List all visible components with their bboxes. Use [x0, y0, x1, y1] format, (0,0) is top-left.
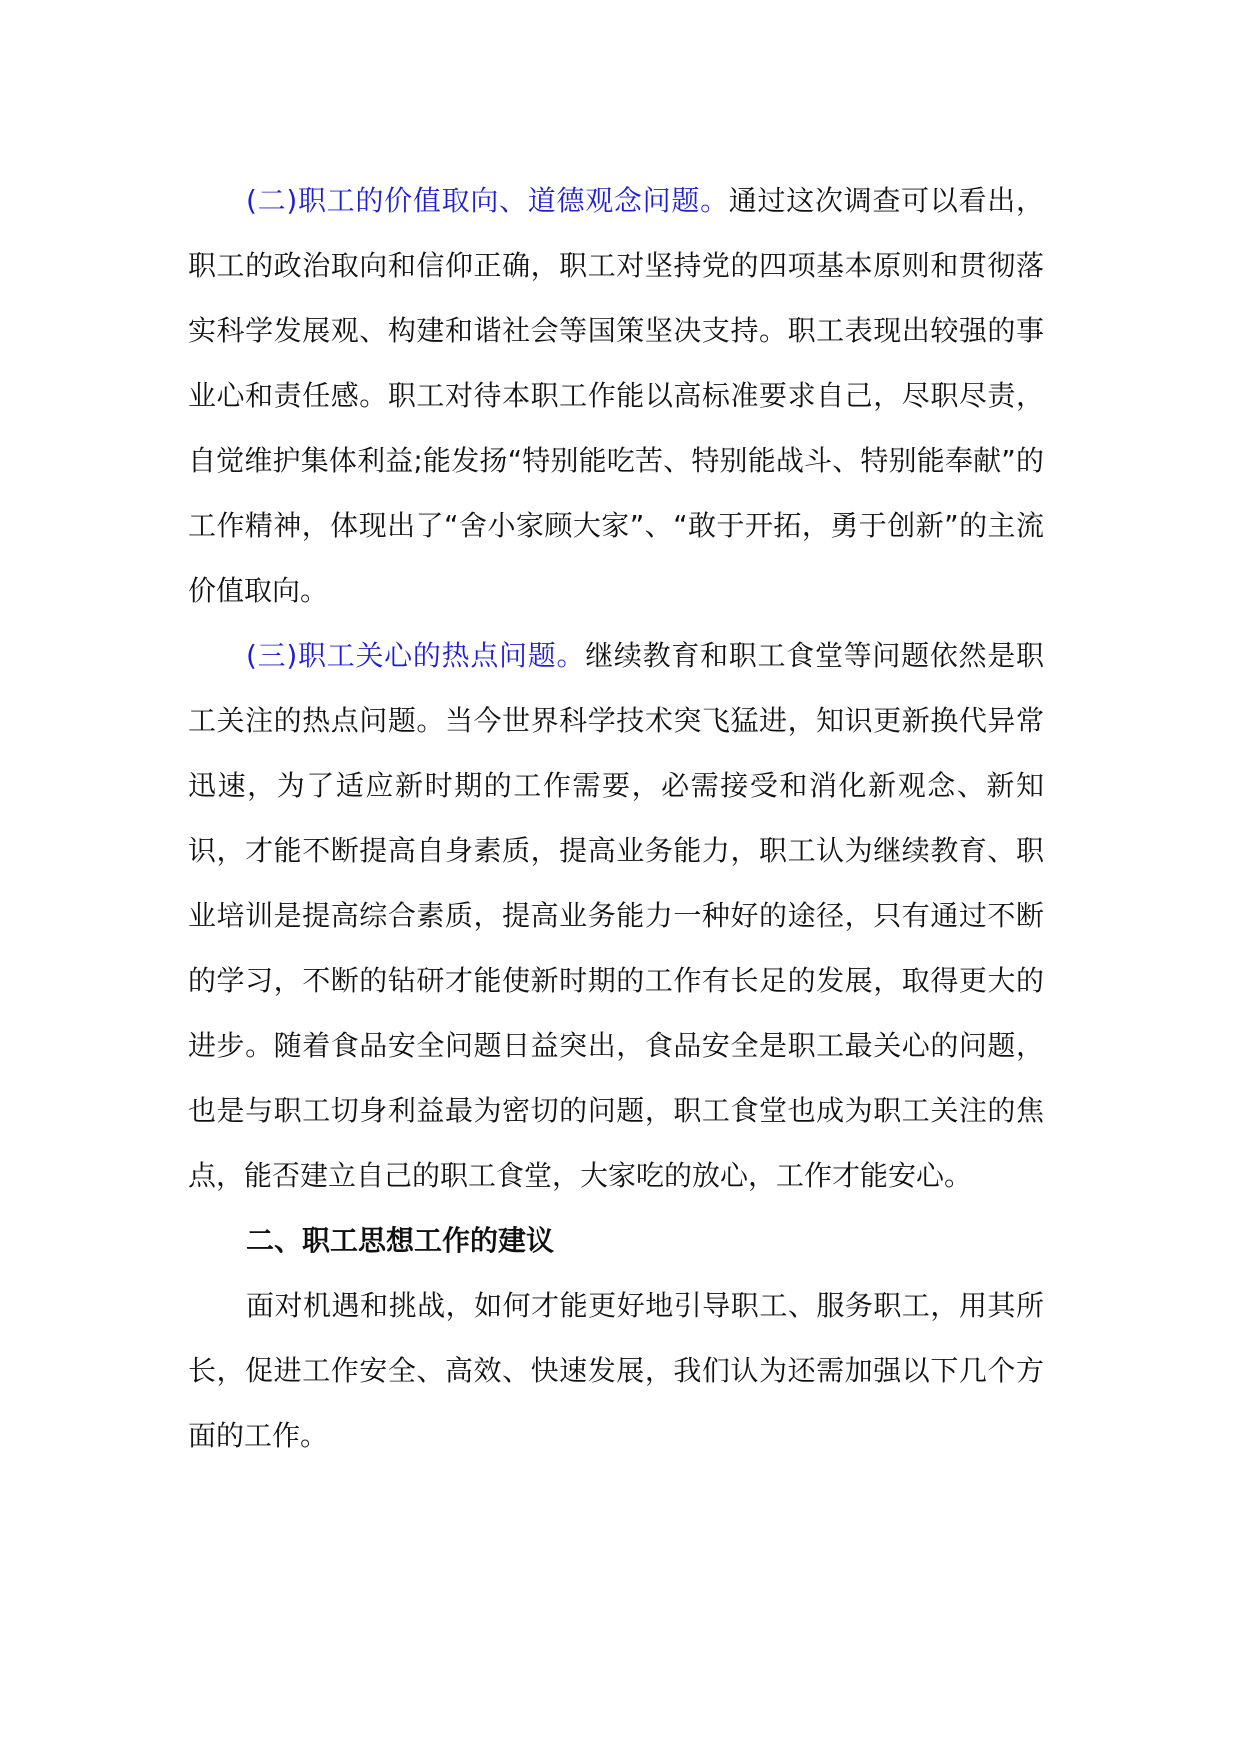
paragraph-hot-issues — [188, 623, 1044, 1208]
paragraph-body: 继续教育和职工食堂等问题依然是职工关注的热点问题。当今世界科学技术突飞猛进，知识更新换代异常迅速，为了适应新时期的工作需要，必需接受和消化新观念、新知识，才能不断提高自身素质，提高业务能力，职工认为继续教育、职业培训是提高综合素质，提高业务能力一种好的途径，只有通过不断的学习，不断的钻研才能使新时期的工作有长足的发展，取得更大的进步。随着食品安全问题日益突出，食品安全是职工最关心的问题，也是与职工切身利益最为密切的问题，职工食堂也成为职工关注的焦点，能否建立自己的职工食堂，大家吃的放心，工作才能安心。 — [188, 639, 1044, 1192]
section-heading: 二、职工思想工作的建议 — [246, 1224, 555, 1257]
subheading-hot-issues: (三)职工关心的热点问题。 — [246, 639, 586, 672]
document-page — [188, 168, 1044, 1468]
paragraph-body: 通过这次调查可以看出，职工的政治取向和信仰正确，职工对坚持党的四项基本原则和贯彻落实科学发展观、构建和谐社会等国策坚决支持。职工表现出较强的事业心和责任感。职工对待本职工作能以高标准要求自己，尽职尽责，自觉维护集体利益;能发扬“特别能吃苦、特别能战斗、特别能奉献”的工作精神，体现出了“舍小家顾大家”、“敢于开拓，勇于创新”的主流价值取向。 — [188, 184, 1044, 607]
closing-paragraph: 面对机遇和挑战，如何才能更好地引导职工、服务职工，用其所长，促进工作安全、高效、快速发展，我们认为还需加强以下几个方面的工作。 — [188, 1289, 1044, 1452]
subheading-value-orientation: (二)职工的价值取向、道德观念问题。 — [246, 184, 729, 217]
paragraph-value-orientation — [188, 168, 1044, 623]
